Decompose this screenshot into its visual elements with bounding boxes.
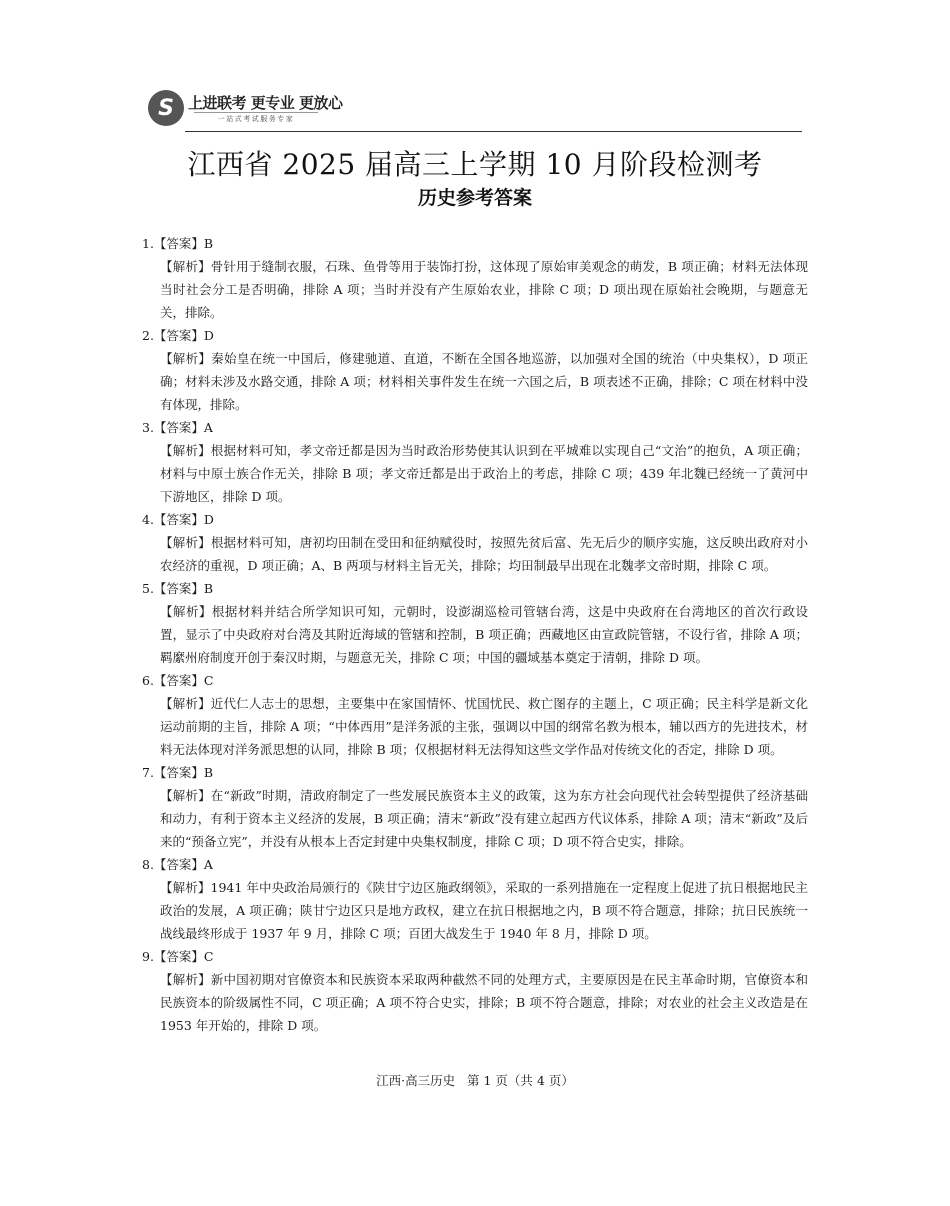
answer-line: 5.【答案】B [142, 581, 214, 596]
explanation-text: 【解析】根据材料可知，孝文帝迁都是因为当时政治形势使其认识到在平城难以实现自己“文治”的抱负，A 项正确；材料与中原士族合作无关，排除 B 项；孝文帝迁都是出于政治上的考虑，排除 C 项；439 年北魏已经统一了黄河中下游地区，排除 D 项。 [160, 443, 808, 504]
answer-item-2 [142, 324, 808, 416]
header-brand [148, 86, 803, 132]
answer-item-8 [142, 853, 808, 945]
answer-line: 7.【答案】B [142, 765, 214, 780]
answer-item-7 [142, 761, 808, 853]
answer-item-3 [142, 416, 808, 508]
explanation-text: 【解析】骨针用于缝制衣服，石珠、鱼骨等用于装饰打扮，这体现了原始审美观念的萌发，B 项正确；材料无法体现当时社会分工是否明确，排除 A 项；当时并没有产生原始农业，排除 C 项；D 项出现在原始社会晚期，与题意无关，排除。 [160, 259, 808, 320]
answer-line: 9.【答案】C [142, 949, 214, 964]
brand-slogan: 上进联考 更专业 更放心 [188, 94, 343, 112]
answer-list [142, 232, 808, 1037]
answer-line: 1.【答案】B [142, 236, 214, 251]
explanation-text: 【解析】在“新政”时期，清政府制定了一些发展民族资本主义的政策，这为东方社会向现代社会转型提供了经济基础和动力，有利于资本主义经济的发展，B 项正确；清末“新政”没有建立起西方代议体系，排除 A 项；清末“新政”及后来的“预备立宪”，并没有从根本上否定封建中央集权制度，排除 C 项；D 项不符合史实，排除。 [160, 788, 808, 849]
answer-item-1 [142, 232, 808, 324]
explanation-text: 【解析】近代仁人志士的思想，主要集中在家国情怀、忧国忧民、救亡图存的主题上，C 项正确；民主科学是新文化运动前期的主旨，排除 A 项；“中体西用”是洋务派的主张，强调以中国的纲常名教为根本，辅以西方的先进技术，材料无法体现对洋务派思想的认同，排除 B 项；仅根据材料无法得知这些文学作品对传统文化的否定，排除 D 项。 [160, 696, 808, 757]
brand-logo-icon: S [148, 90, 184, 126]
document-title: 江西省 2025 届高三上学期 10 月阶段检测考 [187, 148, 763, 181]
explanation-text: 【解析】根据材料可知，唐初均田制在受田和征纳赋役时，按照先贫后富、先无后少的顺序实施，这反映出政府对小农经济的重视，D 项正确；A、B 两项与材料主旨无关，排除；均田制最早出现在北魏孝文帝时期，排除 C 项。 [160, 535, 808, 573]
answer-item-4 [142, 508, 808, 577]
answer-line: 8.【答案】A [142, 857, 213, 872]
explanation-text: 【解析】新中国初期对官僚资本和民族资本采取两种截然不同的处理方式，主要原因是在民主革命时期，官僚资本和民族资本的阶级属性不同，C 项正确；A 项不符合史实，排除；B 项不符合题意，排除；对农业的社会主义改造是在 1953 年开始的，排除 D 项。 [160, 972, 808, 1033]
header-divider [185, 131, 802, 132]
explanation-text: 【解析】1941 年中央政治局颁行的《陕甘宁边区施政纲领》，采取的一系列措施在一定程度上促进了抗日根据地民主政治的发展，A 项正确；陕甘宁边区只是地方政权，建立在抗日根据地之内，B 项不符合题意，排除；抗日民族统一战线最终形成于 1937 年 9 月，排除 C 项；百团大战发生于 1940 年 8 月，排除 D 项。 [160, 880, 808, 941]
document-subtitle: 历史参考答案 [417, 187, 532, 209]
answer-line: 4.【答案】D [142, 512, 214, 527]
answer-item-6 [142, 669, 808, 761]
explanation-text: 【解析】秦始皇在统一中国后，修建驰道、直道，不断在全国各地巡游，以加强对全国的统治（中央集权），D 项正确；材料未涉及水路交通，排除 A 项；材料相关事件发生在统一六国之后，B 项表述不正确，排除；C 项在材料中没有体现，排除。 [160, 351, 808, 412]
answer-line: 6.【答案】C [142, 673, 214, 688]
answer-line: 3.【答案】A [142, 420, 213, 435]
explanation-text: 【解析】根据材料并结合所学知识可知，元朝时，设澎湖巡检司管辖台湾，这是中央政府在台湾地区的首次行政设置，显示了中央政府对台湾及其附近海域的管辖和控制，B 项正确；西藏地区由宣政院管辖，不设行省，排除 A 项；羁縻州府制度开创于秦汉时期，与题意无关，排除 C 项；中国的疆域基本奠定于清朝，排除 D 项。 [160, 604, 808, 665]
answer-item-9 [142, 945, 808, 1037]
brand-subslogan: 一站式考试服务专家 [194, 112, 318, 124]
page-footer: 江西·高三历史 第 1 页（共 4 页） [376, 1073, 574, 1088]
answer-line: 2.【答案】D [142, 328, 214, 343]
answer-item-5 [142, 577, 808, 669]
